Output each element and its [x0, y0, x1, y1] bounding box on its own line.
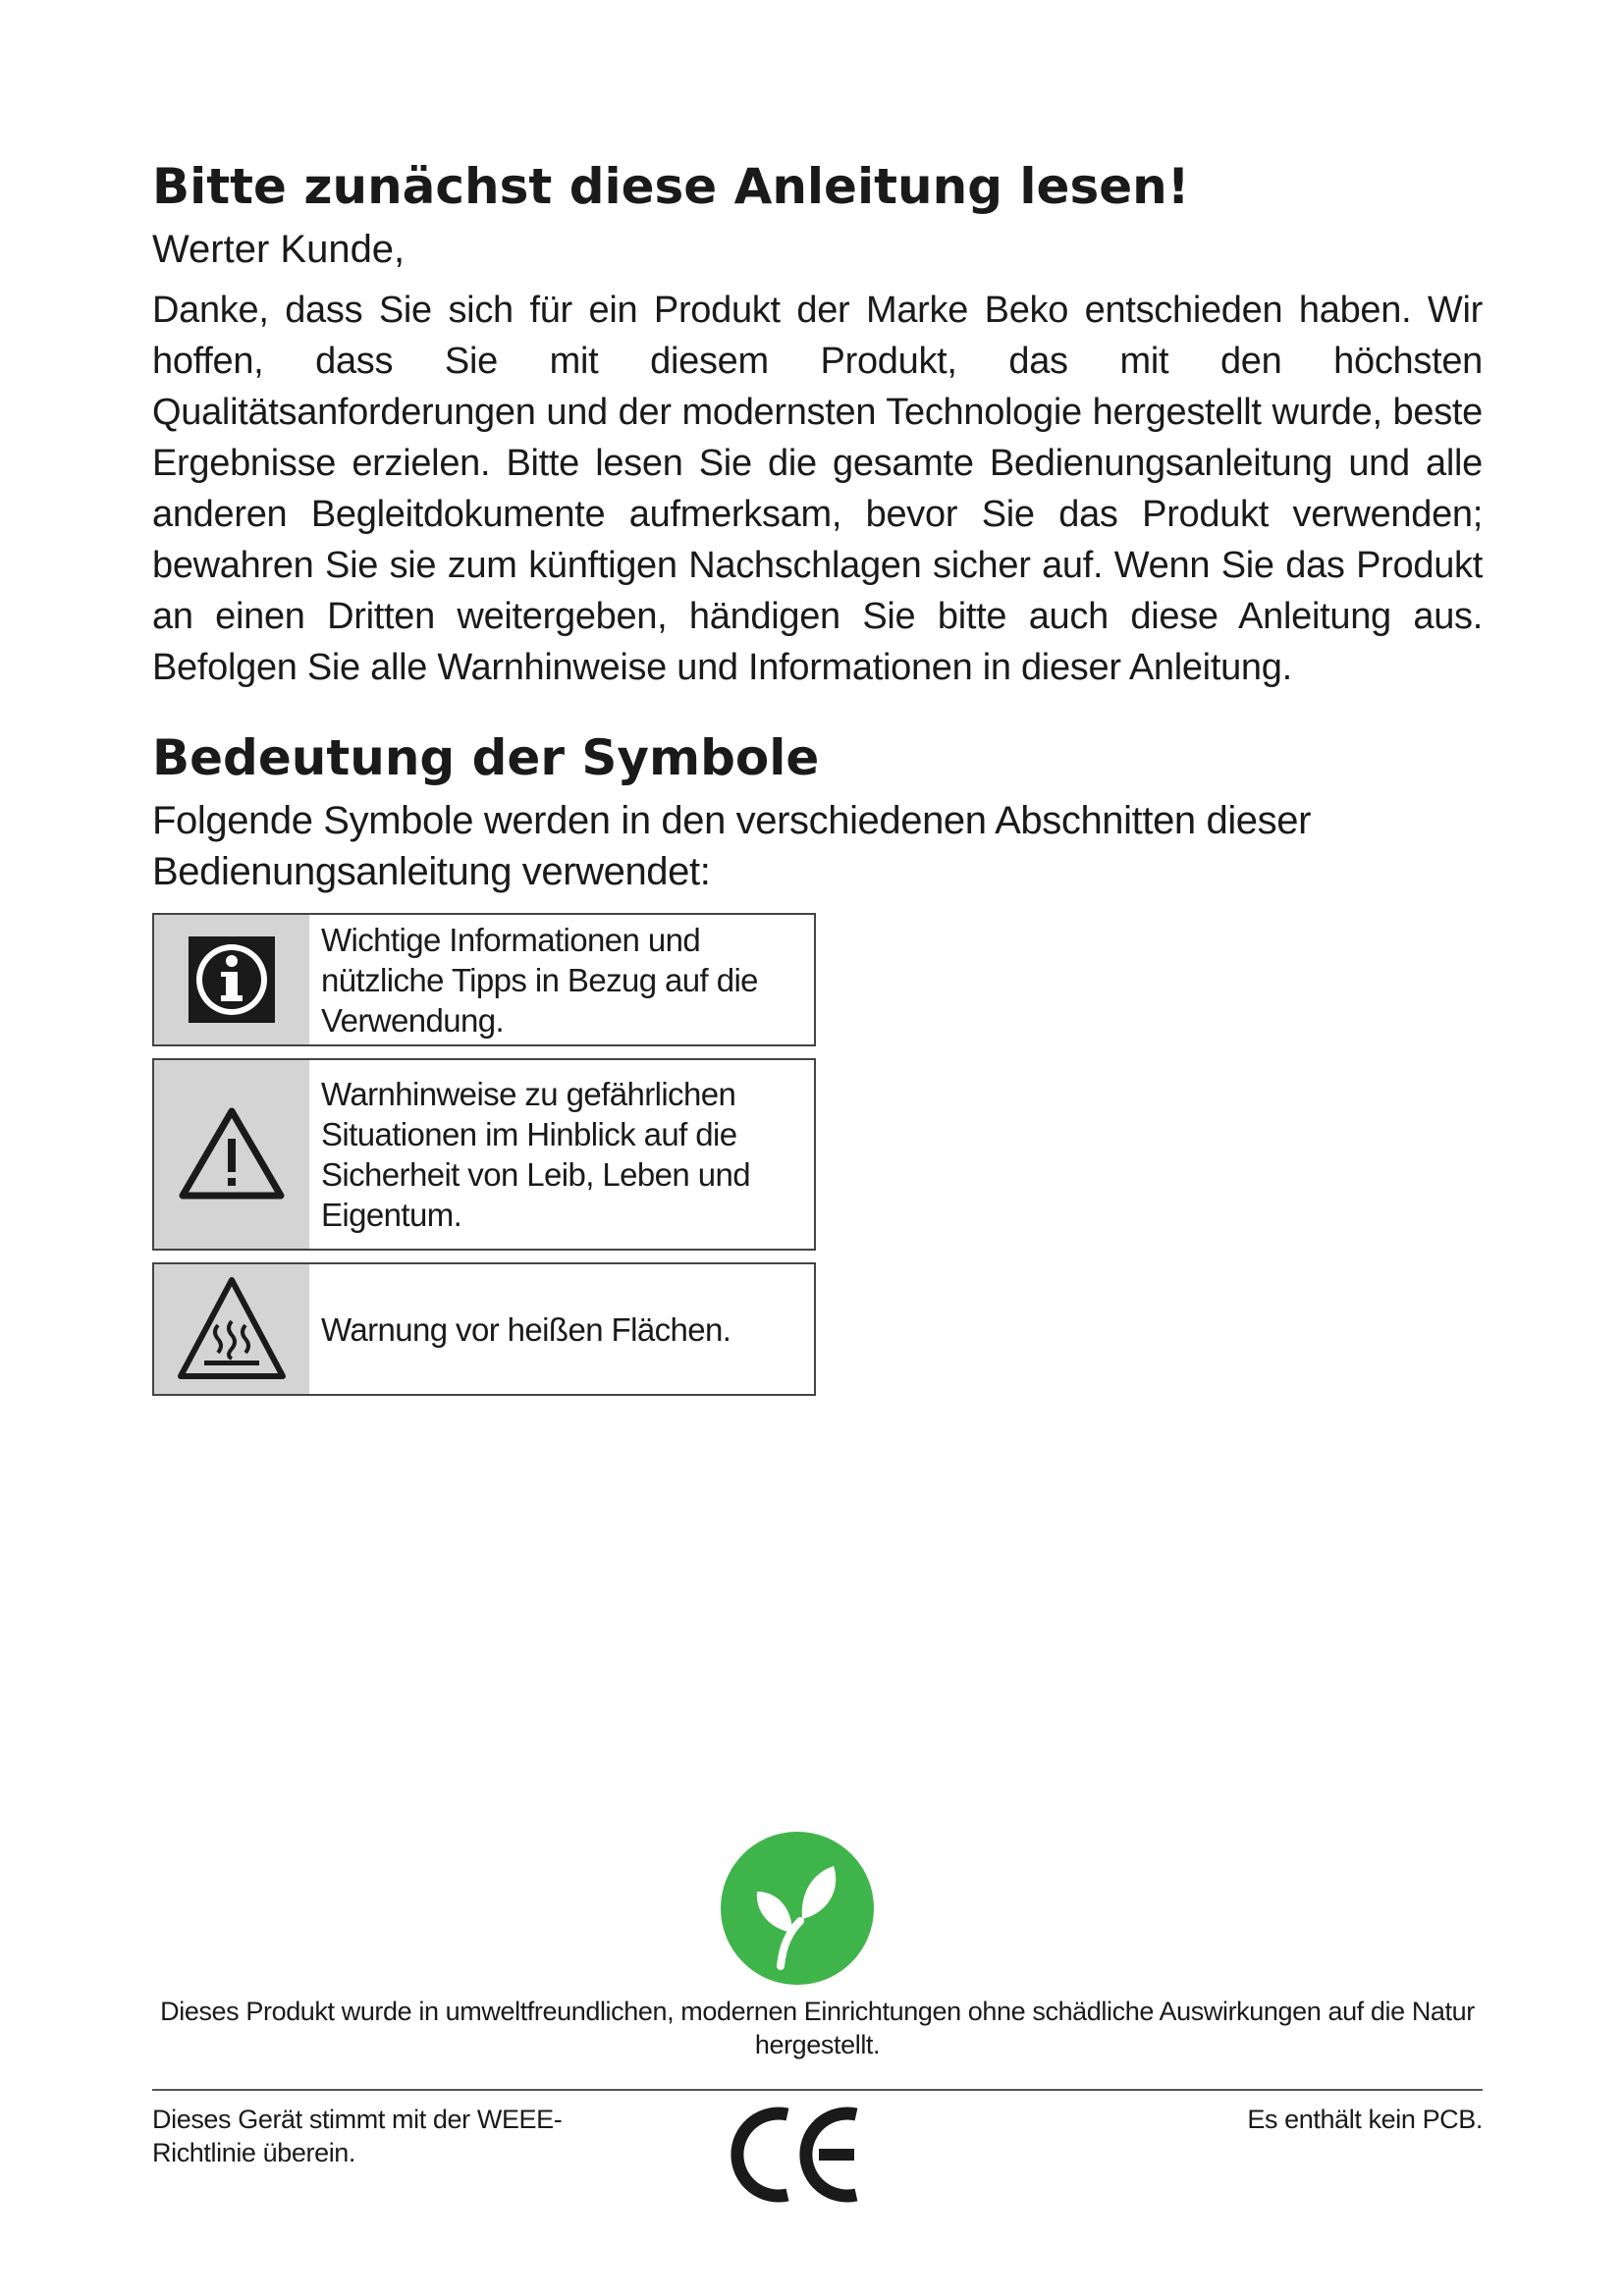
symbols-heading: Bedeutung der Symbole [152, 729, 820, 786]
greeting: Werter Kunde, [152, 228, 406, 271]
weee-statement: Dieses Gerät stimmt mit der WEEE-Richtlinie überein. [152, 2105, 563, 2167]
symbol-table [152, 913, 816, 1396]
symbol-row-warning [152, 1058, 816, 1251]
symbol-row-info [152, 913, 816, 1046]
page-title: Bitte zunächst diese Anleitung lesen! [152, 158, 1190, 215]
symbol-description: Warnung vor heißen Flächen. [321, 1310, 731, 1348]
page-content [152, 157, 1483, 1408]
ce-mark-icon [729, 2101, 866, 2209]
info-icon [154, 915, 309, 1044]
hot-surface-icon [154, 1264, 309, 1394]
pcb-statement: Es enthält kein PCB. [1247, 2105, 1483, 2134]
eco-statement: Dieses Produkt wurde in umweltfreundlichen, modernen Einrichtungen ohne schädliche Auswirkungen auf die Natur hergestellt. [160, 1997, 1475, 2059]
symbols-lead: Folgende Symbole werden in den verschiedenen Abschnitten dieser Bedienungsanleitung verwendet: [152, 799, 1312, 893]
symbol-description: Warnhinweise zu gefährlichen Situationen im Hinblick auf die Sicherheit von Leib, Leben und Eigentum. [321, 1076, 751, 1233]
symbol-row-hot-surface [152, 1262, 816, 1396]
footer-divider [152, 2089, 1483, 2091]
symbol-description: Wichtige Informationen und nützliche Tipps in Bezug auf die Verwendung. [321, 921, 758, 1039]
warning-triangle-icon [154, 1060, 309, 1249]
eco-leaf-icon [720, 1831, 875, 1986]
intro-paragraph: Danke, dass Sie sich für ein Produkt der Marke Beko entschieden haben. Wir hoffen, dass Sie mit diesem Produkt, das mit den höchsten Qualitätsanforderungen und der modernsten Technologie hergestellt wurde, beste Ergebnisse erzielen. Bitte lesen Sie die gesamte Bedienungsanleitung und alle anderen Begleitdokumente aufmerksam, bevor Sie das Produkt verwenden; bewahren Sie sie zum künftigen Nachschlagen sicher auf. Wenn Sie das Produkt an einen Dritten weitergeben, händigen Sie bitte auch diese Anleitung aus. Befolgen Sie alle Warnhinweise und Informationen in dieser Anleitung. [152, 290, 1483, 688]
